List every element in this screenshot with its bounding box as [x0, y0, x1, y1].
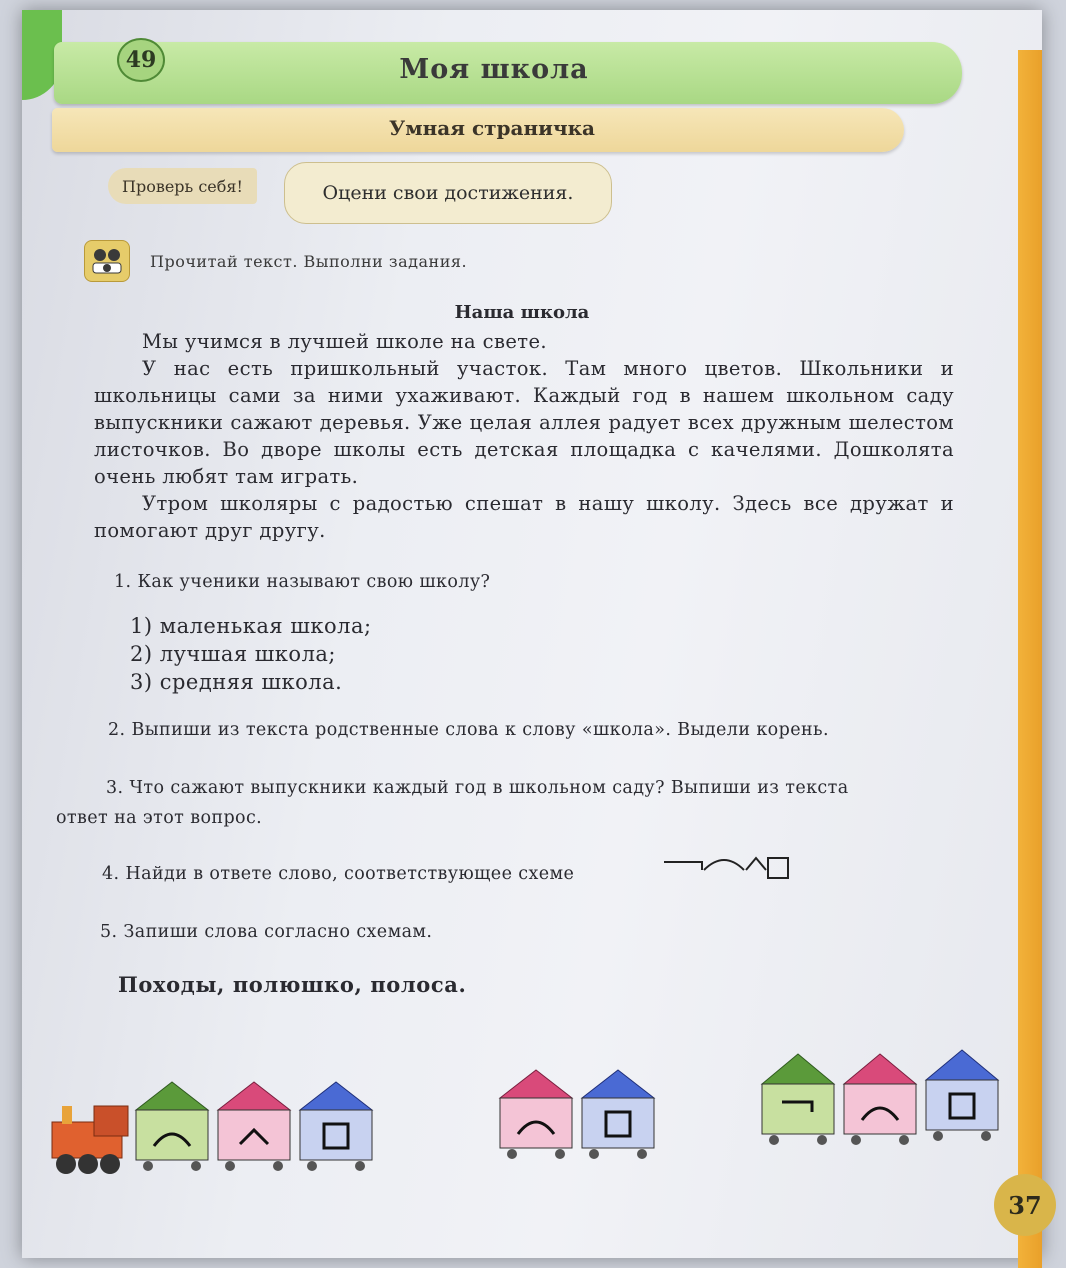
- train-scheme-2: [498, 1060, 668, 1170]
- chapter-title: Моя школа: [399, 54, 589, 85]
- question-4: 4. Найди в ответе слово, соответствующее схеме: [102, 864, 575, 884]
- question-2: 2. Выпиши из текста родственные слова к слову «школа». Выдели корень.: [108, 720, 829, 740]
- question-3-line-1: 3. Что сажают выпускники каждый год в школьном саду? Выпиши из текста: [106, 778, 849, 798]
- question-1: 1. Как ученики называют свою школу?: [114, 572, 491, 592]
- option-2: 2) лучшая школа;: [130, 642, 337, 666]
- wagon-suffix-icon: [218, 1082, 290, 1171]
- locomotive-icon: [52, 1106, 128, 1174]
- word-scheme-icon: [662, 852, 792, 892]
- words-to-write: Походы, полюшко, полоса.: [118, 972, 467, 997]
- wagon-prefix-icon: [762, 1054, 834, 1145]
- question-5: 5. Запиши слова согласно схемам.: [100, 922, 433, 942]
- wagon-ending-icon: [926, 1050, 998, 1141]
- question-3-line-2: ответ на этот вопрос.: [56, 808, 263, 828]
- reading-text: [94, 328, 954, 544]
- option-3: 3) средняя школа.: [130, 670, 343, 694]
- lesson-number-badge: 49: [117, 38, 165, 82]
- text-paragraph: Мы учимся в лучшей школе на свете.: [142, 330, 547, 353]
- train-scheme-3: [760, 1040, 1010, 1160]
- assess-achievements-label: Оцени свои достижения.: [284, 162, 612, 224]
- page-number: 37: [994, 1174, 1056, 1236]
- check-yourself-label: Проверь себя!: [108, 168, 257, 204]
- reading-task-icon: [84, 240, 130, 282]
- train-scheme-1: [44, 1072, 394, 1182]
- question-1-options: [130, 612, 372, 696]
- wagon-root-icon: [500, 1070, 572, 1159]
- textbook-page: [22, 10, 1042, 1258]
- wagon-root-icon: [136, 1082, 208, 1171]
- wagon-ending-icon: [582, 1070, 654, 1159]
- text-paragraph: У нас есть пришкольный участок. Там много цветов. Школьники и школьницы сами за ними ухаживают. Каждый год в нашем школьном саду выпускники сажают деревья. Уже целая аллея радует всех дружным шелестом листочков. Во дворе школы есть детская площадка с качелями. Дошколята очень любят там играть.: [94, 357, 954, 488]
- text-paragraph: Утром школяры с радостью спешат в нашу школу. Здесь все дружат и помогают друг другу.: [94, 492, 954, 542]
- wagon-ending-icon: [300, 1082, 372, 1171]
- text-title: Наша школа: [454, 302, 590, 323]
- option-1: 1) маленькая школа;: [130, 614, 372, 638]
- task-instruction: Прочитай текст. Выполни задания.: [150, 252, 468, 271]
- wagon-root-icon: [844, 1054, 916, 1145]
- section-title: Умная страничка: [389, 116, 595, 140]
- orange-side-strip: [1018, 50, 1042, 1268]
